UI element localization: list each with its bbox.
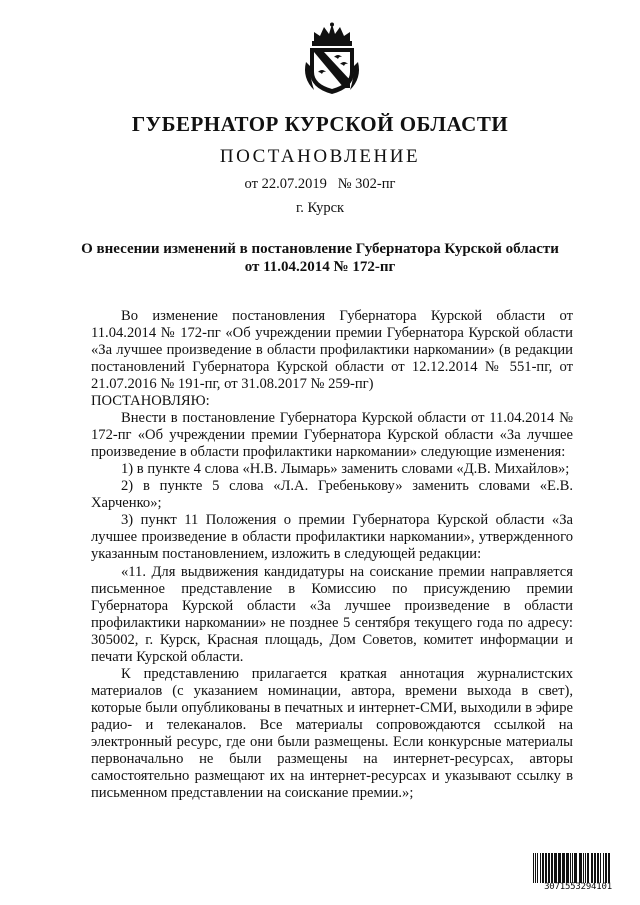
- barcode-bar: [591, 853, 593, 883]
- barcode: [533, 853, 623, 893]
- subject-line-1: О внесении изменений в постановление Губернатора Курской области: [81, 241, 559, 257]
- barcode-bar: [608, 853, 610, 883]
- paragraph-decree-word: ПОСТАНОВЛЯЮ:: [91, 393, 210, 409]
- barcode-bar: [533, 853, 534, 883]
- barcode-bar: [572, 853, 573, 883]
- barcode-bar: [554, 853, 557, 883]
- governor-title: ГУБЕРНАТОР КУРСКОЙ ОБЛАСТИ: [131, 112, 509, 136]
- paragraph-preamble: Во изменение постановления Губернатора Курской области от 11.04.2014 № 172-пг «Об учреждении премии Губернатора Курской области «За лучшее произведение в области профилактики наркомании» (в редакции постановлений Губернатора Курской области от 12.12.2014 № 551-пг, от 21.07.2016 № 191-пг, от 31.08.2017 № 259-пг): [91, 308, 573, 392]
- kursk-coat-of-arms-icon: [300, 22, 364, 96]
- barcode-digits: 3071553294101: [544, 882, 612, 892]
- barcode-bar: [558, 853, 561, 883]
- list-item-1: 1) в пункте 4 слова «Н.В. Лымарь» заменить словами «Д.В. Михайлов»;: [121, 461, 570, 477]
- barcode-bar: [545, 853, 547, 883]
- list-item-3: 3) пункт 11 Положения о премии Губернатора Курской области «За лучшее произведение в области профилактики наркомании», утвержденного указанным постановлением, изложить в следующей редакции:: [91, 512, 573, 562]
- quoted-paragraph-1: «11. Для выдвижения кандидатуры на соискание премии направляется письменное представление в Комиссию по присуждению премии Губернатора Курской области «За лучшее произведение в области профилактики наркомании» не позднее 5 сентября текущего года по адресу: 305002, г. Курск, Красная площадь, Дом Советов, комитет информации и печати Курской области.: [91, 564, 573, 665]
- barcode-bar: [535, 853, 536, 883]
- barcode-bar: [540, 853, 541, 883]
- barcode-bar: [605, 853, 607, 883]
- document-type: ПОСТАНОВЛЕНИЕ: [219, 146, 421, 167]
- barcode-bar: [579, 853, 582, 883]
- barcode-icon: [533, 853, 623, 883]
- barcode-bar: [562, 853, 565, 883]
- date-line: [0, 176, 640, 193]
- barcode-bar: [594, 853, 596, 883]
- barcode-bar: [542, 853, 544, 883]
- barcode-bar: [566, 853, 569, 883]
- barcode-bar: [600, 853, 601, 883]
- barcode-bar: [548, 853, 550, 883]
- barcode-bar: [585, 853, 586, 883]
- decree-date: от 22.07.2019: [244, 176, 327, 192]
- subject-line-2: от 11.04.2014 № 172-пг: [244, 259, 396, 275]
- decree-number: № 302-пг: [337, 176, 396, 192]
- barcode-bar: [587, 853, 589, 883]
- barcode-bar: [570, 853, 571, 883]
- barcode-bar: [583, 853, 584, 883]
- barcode-bar: [597, 853, 599, 883]
- quoted-paragraph-2: К представлению прилагается краткая аннотация журналистских материалов (с указанием номинации, автора, времени выхода в свет), которые были опубликованы в печатных и интернет-СМИ, выходили в эфире радио- и телеканалов. Все материалы сопровождаются ссылкой на электронный ресурс, где они были размещены. Если конкурсные материалы первоначально не были размещены на интернет-ресурсах, авторы самостоятельно размещают их на интернет-ресурсах и указывают ссылку в письменном представлении на соискание премии.»;: [91, 666, 573, 801]
- paragraph-amendments: Внести в постановление Губернатора Курской области от 11.04.2014 № 172-пг «Об учреждении премии Губернатора Курской области «За лучшее произведение в области профилактики наркомании» следующие изменения:: [91, 410, 573, 460]
- decree-body: [91, 308, 573, 802]
- decree-subject: [0, 240, 640, 276]
- barcode-bar: [574, 853, 577, 883]
- barcode-bar: [551, 853, 553, 883]
- list-item-2: 2) в пункте 5 слова «Л.А. Гребенькову» заменить словами «Е.В. Харченко»;: [91, 478, 573, 511]
- barcode-bar: [603, 853, 604, 883]
- barcode-bar: [537, 853, 538, 883]
- city: г. Курск: [295, 200, 345, 216]
